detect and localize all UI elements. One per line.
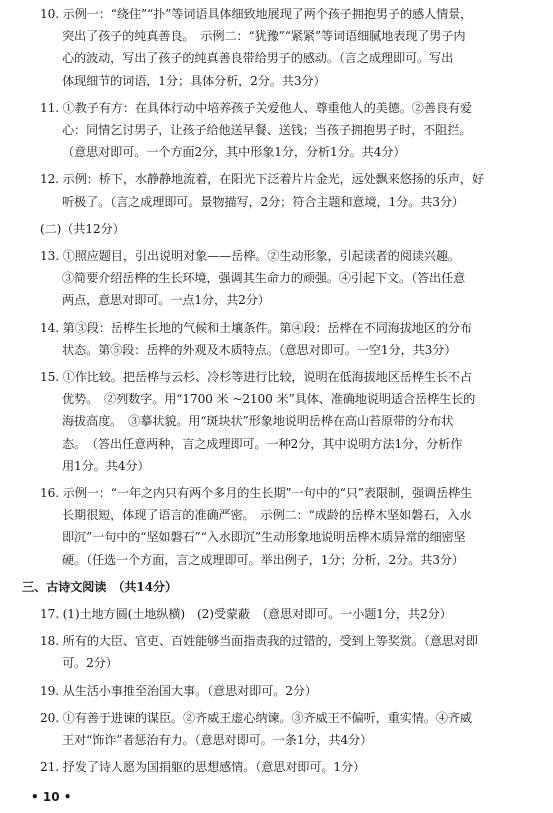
answer-10-line-4: 体现细节的词语，1分；具体分析，2分。共3分） xyxy=(62,74,326,88)
answer-14-line-2: 状态。第⑤段：岳桦的外观及木质特点。（意思对即可。一空1分，共3分） xyxy=(62,343,457,357)
answer-21-line-1: 21. 抒发了诗人愿为国捐躯的思想感情。（意思对即可。1分） xyxy=(40,760,366,774)
answer-11-line-1: 11. ①教子有方：在具体行动中培养孩子关爱他人、尊重他人的美德。②善良有爱 xyxy=(40,101,472,115)
answer-13-line-1: 13. ①照应题目，引出说明对象——岳桦。②生动形象，引起读者的阅读兴趣。 xyxy=(40,249,460,263)
answer-10-line-3: 心的波动，写出了孩子的纯真善良带给男子的感动。（言之成理即可。写出 xyxy=(62,51,454,65)
answer-12-line-2: 听极了。（言之成理即可。景物描写，2分；符合主题和意境，1分。共3分） xyxy=(62,195,464,209)
answer-15-line-2: 优势。 ②列数字。用“1700 米 ~2100 米”具体、准确地说明适合岳桦生长的 xyxy=(62,392,476,406)
answer-14-line-1: 14. 第③段：岳桦生长地的气候和土壤条件。第④段：岳桦在不同海拔地区的分布 xyxy=(40,321,472,335)
answer-11-line-2: 心：同情乞讨男子，让孩子给他送早餐、送钱；当孩子拥抱男子时，不阻拦。 xyxy=(62,123,472,137)
answer-15-line-4: 态。 （答出任意两种，言之成理即可。一种2分，其中说明方法1分，分析作 xyxy=(62,437,463,451)
answer-10-line-2: 突出了孩子的纯真善良。 示例二：“犹豫”“紧紧”等词语细腻地表现了男子内 xyxy=(62,29,466,43)
answer-15-line-5: 用1分。共4分） xyxy=(62,459,150,473)
answer-16-line-3: 即沉”一句中的“坚如磐石”“入水即沉”生动形象地说明岳桦木质异常的细密坚 xyxy=(62,530,466,544)
answer-18-line-2: 可。2分） xyxy=(62,656,118,670)
section-3-heading: 三、古诗文阅读 （共14分） xyxy=(22,580,178,594)
subsection-2-heading: (二)（共12分） xyxy=(40,222,125,236)
answer-13-line-2: ③简要介绍岳桦的生长环境，强调其生命力的顽强。④引起下文。（答出任意 xyxy=(62,271,466,285)
answer-13-line-3: 两点，意思对即可。一点1分，共2分） xyxy=(62,293,270,307)
answer-19-line-1: 19. 从生活小事推至治国大事。（意思对即可。2分） xyxy=(40,684,317,698)
answer-16-line-4: 硬。（任选一个方面，言之成理即可。举出例子，1分；分析，2分。共3分） xyxy=(62,553,464,567)
answer-20-line-2: 王对“饰诈”者惩治有力。（意思对即可。一条1分，共4分） xyxy=(62,733,373,747)
answer-15-line-1: 15. ①作比较。把岳桦与云杉、冷杉等进行比较，说明在低海拔地区岳桦生长不占 xyxy=(40,370,472,384)
page-number: • 10 • xyxy=(31,790,72,804)
answer-18-line-1: 18. 所有的大臣、官吏、百姓能够当面指责我的过错的，受到上等奖赏。（意思对即 xyxy=(40,634,478,648)
answer-15-line-3: 海拔高度。 ③摹状貌。用“斑块状”形象地说明岳桦在高山苔原带的分布状 xyxy=(62,414,454,428)
answer-12-line-1: 12. 示例：桥下，水静静地流着，在阳光下泛着片片金光，远处飘来悠扬的乐声，好 xyxy=(40,172,484,186)
answer-17-line-1: 17. (1)土地方圆(土地纵横) (2)受蒙蔽 （意思对即可。一小题1分，共2分） xyxy=(40,607,452,621)
answer-16-line-1: 16. 示例一：“一年之内只有两个多月的生长期”一句中的“只”表限制，强调岳桦生 xyxy=(40,486,473,500)
answer-11-line-3: （意思对即可。一个方面2分，其中形象1分，分析1分。共4分） xyxy=(62,145,406,159)
answer-20-line-1: 20. ①有善于进谏的谋臣。②齐威王虚心纳谏。③齐威王不偏听，重实情。④齐威 xyxy=(40,711,472,725)
answer-16-line-2: 长期很短，体现了语言的准确严密。 示例二：“成龄的岳桦木坚如磐石，入水 xyxy=(62,508,472,522)
answer-10-line-1: 10. 示例一：“绕住”“扑”等词语具体细致地展现了两个孩子拥抱男子的感人情景， xyxy=(40,7,473,21)
